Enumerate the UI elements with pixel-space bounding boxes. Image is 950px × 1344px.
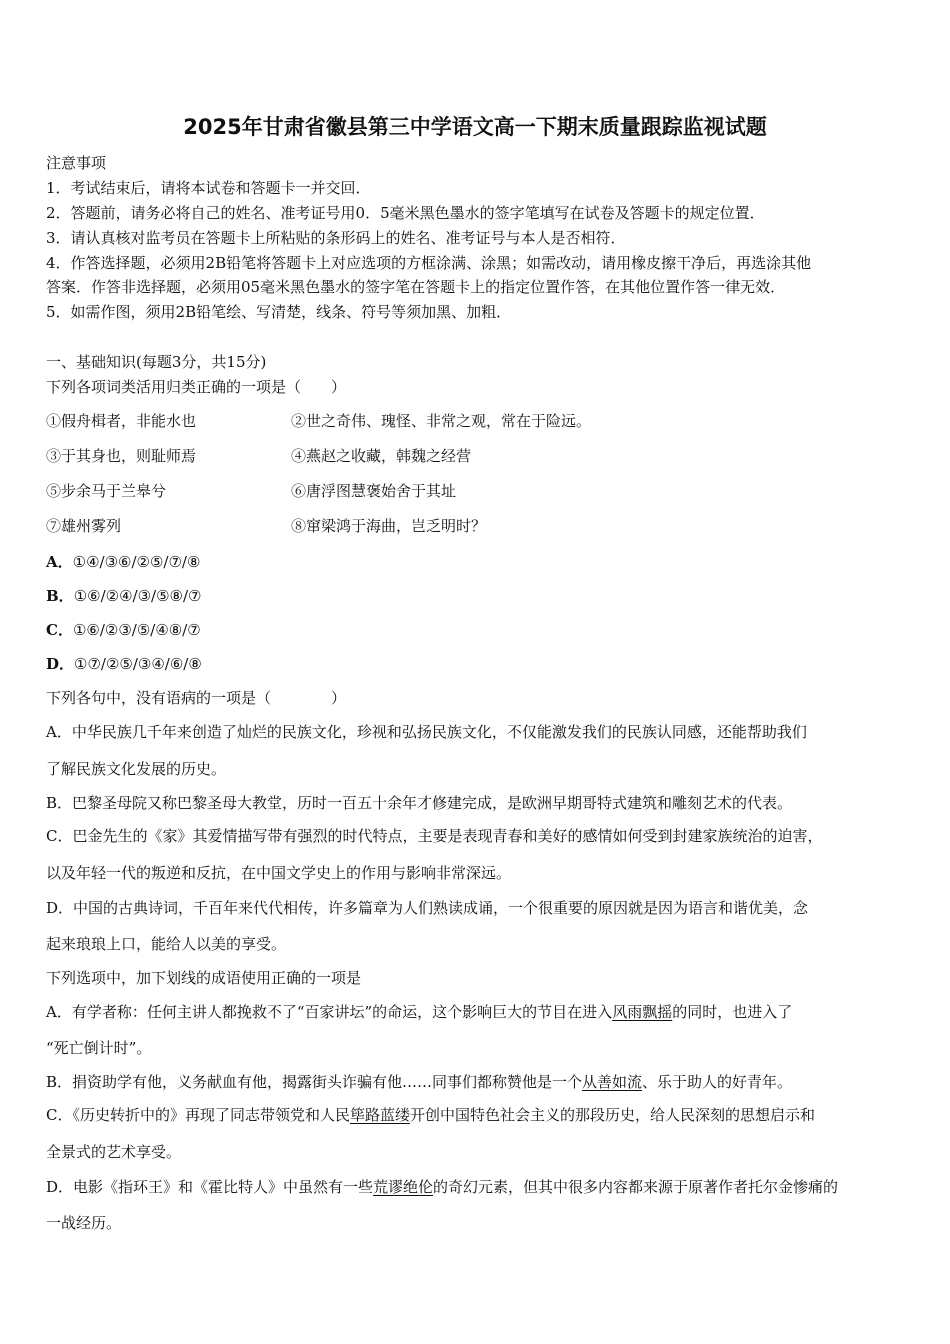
notice-item: 答案．作答非选择题，必须用05毫米黑色墨水的签字笔在答题卡上的指定位置作答，在其他位置作答一律无效． bbox=[46, 278, 786, 296]
answer-option-b: B．巴黎圣母院又称巴黎圣母大教堂，历时一百五十余年才修建完成，是欧洲早期哥特式建筑和雕刻艺术的代表。 bbox=[46, 794, 793, 812]
answer-option-a-cont: 了解民族文化发展的历史。 bbox=[46, 760, 227, 778]
option-text: ①⑥/②③/⑤/④⑧/⑦ bbox=[72, 621, 201, 639]
answer-option-d-cont: 起来琅琅上口，能给人以美的享受。 bbox=[46, 935, 287, 953]
exam-title: 2025年甘肃省徽县第三中学语文高一下期末质量跟踪监视试题 bbox=[183, 115, 767, 139]
option-text: A．有学者称：任何主讲人都挽救不了“百家讲坛”的命运，这个影响巨大的节目在进入 bbox=[46, 1003, 613, 1021]
answer-option-a-cont: “死亡倒计时”。 bbox=[46, 1039, 152, 1057]
answer-option-d: D．中国的古典诗词，千百年来代代相传，许多篇章为人们熟读成诵，一个很重要的原因就是因为语言和谐优美，念 bbox=[46, 899, 809, 917]
notice-item: 1．考试结束后，请将本试卷和答题卡一并交回． bbox=[46, 179, 371, 197]
sentence-item: ⑥唐浮图慧褒始舍于其址 bbox=[291, 482, 457, 500]
option-letter: B． bbox=[46, 587, 74, 605]
section-heading: 一、基础知识(每题3分，共15分) bbox=[46, 353, 267, 371]
option-letter: C． bbox=[46, 621, 73, 639]
option-text: ①⑥/②④/③/⑤⑧/⑦ bbox=[73, 587, 202, 605]
sentence-item: ①假舟楫者，非能水也 bbox=[46, 412, 197, 430]
option-text: ①⑦/②⑤/③④/⑥/⑧ bbox=[74, 655, 202, 673]
sentence-item: ⑦雄州雾列 bbox=[46, 517, 122, 535]
sentence-item: ②世之奇伟、瑰怪、非常之观，常在于险远。 bbox=[291, 412, 592, 430]
option-text: 的奇幻元素，但其中很多内容都来源于原著作者托尔金惨痛的 bbox=[433, 1178, 839, 1196]
option-letter: A． bbox=[46, 553, 73, 571]
option-text: B．捐资助学有他，义务献血有他，揭露街头诈骗有他……同事们都称赞他是一个 bbox=[46, 1073, 583, 1091]
sentence-item: ⑤步余马于兰皋兮 bbox=[46, 482, 167, 500]
underlined-idiom: 从善如流 bbox=[582, 1073, 643, 1091]
answer-option-d bbox=[46, 1176, 838, 1197]
answer-option-c bbox=[46, 619, 201, 640]
answer-option-a bbox=[46, 551, 200, 572]
answer-option-d bbox=[46, 653, 202, 674]
question-stem: 下列各项词类活用归类正确的一项是（ ） bbox=[46, 378, 347, 396]
option-text: D．电影《指环王》和《霍比特人》中虽然有一些 bbox=[46, 1178, 374, 1196]
option-text: 开创中国特色社会主义的那段历史，给人民深刻的思想启示和 bbox=[410, 1106, 816, 1124]
notice-item: 4．作答选择题，必须用2B铅笔将答题卡上对应选项的方框涂满、涂黑；如需改动，请用橡皮擦干净后，再选涂其他 bbox=[46, 254, 812, 272]
notice-item: 5．如需作图，须用2B铅笔绘、写清楚，线条、符号等须加黑、加粗． bbox=[46, 303, 512, 321]
answer-option-d-cont: 一战经历。 bbox=[46, 1214, 122, 1232]
question-stem: 下列选项中，加下划线的成语使用正确的一项是 bbox=[46, 969, 362, 987]
option-text: 、乐于助人的好青年。 bbox=[642, 1073, 793, 1091]
answer-option-b bbox=[46, 1071, 792, 1092]
underlined-idiom: 荒谬绝伦 bbox=[373, 1178, 434, 1196]
answer-option-a bbox=[46, 1001, 792, 1022]
notice-heading: 注意事项 bbox=[46, 154, 107, 172]
option-letter: D． bbox=[46, 655, 75, 673]
option-text: 的同时，也进入了 bbox=[672, 1003, 793, 1021]
underlined-idiom: 筚路蓝缕 bbox=[349, 1106, 410, 1124]
answer-option-c: C．巴金先生的《家》其爱情描写带有强烈的时代特点，主要是表现青春和美好的感情如何受到封建家族统治的迫害， bbox=[46, 827, 823, 845]
answer-option-c-cont: 全景式的艺术享受。 bbox=[46, 1143, 182, 1161]
underlined-idiom: 风雨飘摇 bbox=[612, 1003, 673, 1021]
question-stem: 下列各句中，没有语病的一项是（ ） bbox=[46, 689, 347, 707]
answer-option-b bbox=[46, 585, 201, 606]
notice-item: 2．答题前，请务必将自己的姓名、准考证号用0．5毫米黑色墨水的签字笔填写在试卷及答题卡的规定位置． bbox=[46, 204, 765, 222]
option-text: ①④/③⑥/②⑤/⑦/⑧ bbox=[72, 553, 201, 571]
sentence-item: ④燕赵之收藏，韩魏之经营 bbox=[291, 447, 472, 465]
answer-option-c bbox=[46, 1104, 815, 1125]
sentence-item: ③于其身也，则耻师焉 bbox=[46, 447, 197, 465]
sentence-item: ⑧窜梁鸿于海曲，岂乏明时？ bbox=[291, 517, 487, 535]
option-text: C．《历史转折中的》再现了同志带领党和人民 bbox=[46, 1106, 350, 1124]
answer-option-a: A．中华民族几千年来创造了灿烂的民族文化，珍视和弘扬民族文化，不仅能激发我们的民族认同感，还能帮助我们 bbox=[46, 723, 807, 741]
answer-option-c-cont: 以及年轻一代的叛逆和反抗，在中国文学史上的作用与影响非常深远。 bbox=[46, 864, 512, 882]
notice-item: 3．请认真核对监考员在答题卡上所粘贴的条形码上的姓名、准考证号与本人是否相符． bbox=[46, 229, 626, 247]
